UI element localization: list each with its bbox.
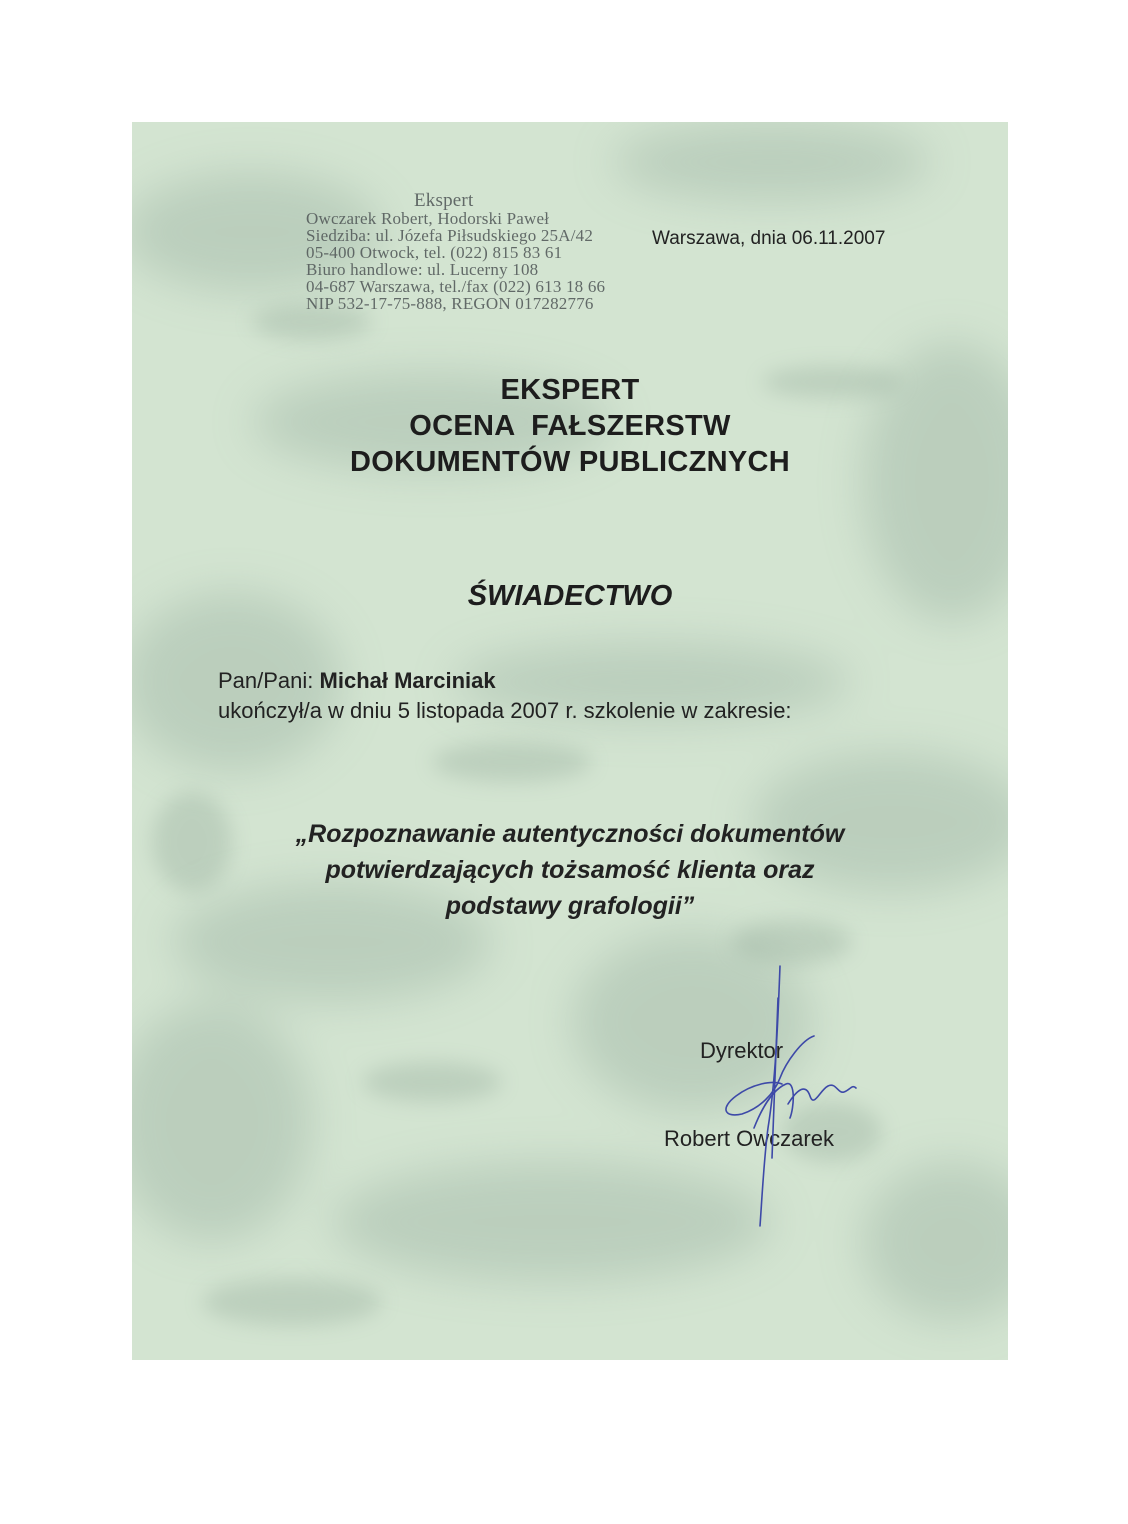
stamp-line: Siedziba: ul. Józefa Piłsudskiego 25A/42 — [306, 226, 594, 245]
stamp-title: Ekspert — [414, 192, 474, 211]
handwritten-signature — [702, 958, 882, 1238]
course-line: podstawy grafologii” — [445, 892, 695, 920]
signatory-name: Robert Owczarek — [664, 1126, 834, 1151]
company-stamp — [306, 192, 636, 312]
organization-heading — [132, 372, 1008, 480]
stamp-line: Owczarek Robert, Hodorski Paweł — [306, 209, 550, 228]
recipient-block — [218, 666, 792, 726]
stamp-line: 04-687 Warszawa, tel./fax (022) 613 18 66 — [306, 277, 606, 296]
issue-date: Warszawa, dnia 06.11.2007 — [652, 228, 886, 249]
signatory-role: Dyrektor — [700, 1038, 784, 1063]
heading-line: OCENA FAŁSZERSTW — [409, 410, 731, 442]
stamp-line: NIP 532-17-75-888, REGON 017282776 — [306, 294, 594, 312]
completion-text: ukończył/a w dniu 5 listopada 2007 r. szkolenie w zakresie: — [218, 698, 792, 723]
stamp-line: Biuro handlowe: ul. Lucerny 108 — [306, 260, 539, 279]
stamp-line: 05-400 Otwock, tel. (022) 815 83 61 — [306, 243, 563, 262]
course-line: „Rozpoznawanie autentyczności dokumentów — [295, 820, 845, 848]
heading-line: EKSPERT — [500, 374, 640, 406]
certificate-title: ŚWIADECTWO — [467, 580, 673, 612]
course-line: potwierdzających tożsamość klienta oraz — [325, 856, 815, 884]
certificate-sheet — [132, 122, 1008, 1360]
course-title — [132, 816, 1008, 924]
heading-line: DOKUMENTÓW PUBLICZNYCH — [350, 446, 790, 478]
recipient-label: Pan/Pani: — [218, 668, 314, 693]
recipient-name: Michał Marciniak — [319, 668, 496, 693]
